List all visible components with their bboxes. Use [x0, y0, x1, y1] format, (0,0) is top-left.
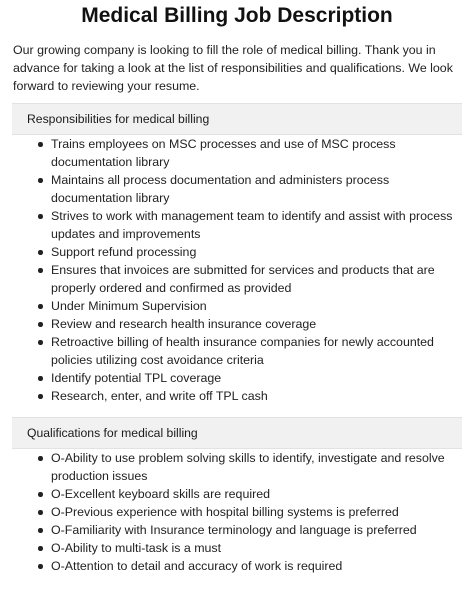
intro-paragraph: Our growing company is looking to fill the role of medical billing. Thank you in advance for taking a look at the list of responsibilities and qualifications. We look forward to reviewing your resume. [13, 43, 453, 93]
responsibility-item: Under Minimum Supervision [38, 297, 462, 315]
qualification-item: O-Familiarity with Insurance terminology and language is preferred [38, 521, 462, 539]
responsibilities-list [12, 135, 462, 405]
responsibility-item: Trains employees on MSC processes and use of MSC process documentation library [38, 135, 462, 171]
responsibility-item: Maintains all process documentation and administers process documentation library [38, 171, 462, 207]
qualification-item: O-Ability to multi-task is a must [38, 539, 462, 557]
responsibility-item: Review and research health insurance coverage [38, 315, 462, 333]
responsibility-item: Support refund processing [38, 243, 462, 261]
qualification-item: O-Attention to detail and accuracy of work is required [38, 557, 462, 575]
qualifications-list [12, 449, 462, 575]
qualifications-heading: Qualifications for medical billing [12, 417, 462, 449]
responsibilities-heading: Responsibilities for medical billing [12, 103, 462, 135]
qualification-item: O-Ability to use problem solving skills to identify, investigate and resolve production issues [38, 449, 462, 485]
responsibility-item: Strives to work with management team to identify and assist with process updates and improvements [38, 207, 462, 243]
page-title: Medical Billing Job Description [81, 4, 393, 27]
qualification-item: O-Excellent keyboard skills are required [38, 485, 462, 503]
responsibility-item: Research, enter, and write off TPL cash [38, 387, 462, 405]
qualification-item: O-Previous experience with hospital billing systems is preferred [38, 503, 462, 521]
responsibility-item: Identify potential TPL coverage [38, 369, 462, 387]
responsibility-item: Retroactive billing of health insurance companies for newly accounted policies utilizing cost avoidance criteria [38, 333, 462, 369]
responsibility-item: Ensures that invoices are submitted for services and products that are properly ordered and confirmed as provided [38, 261, 462, 297]
